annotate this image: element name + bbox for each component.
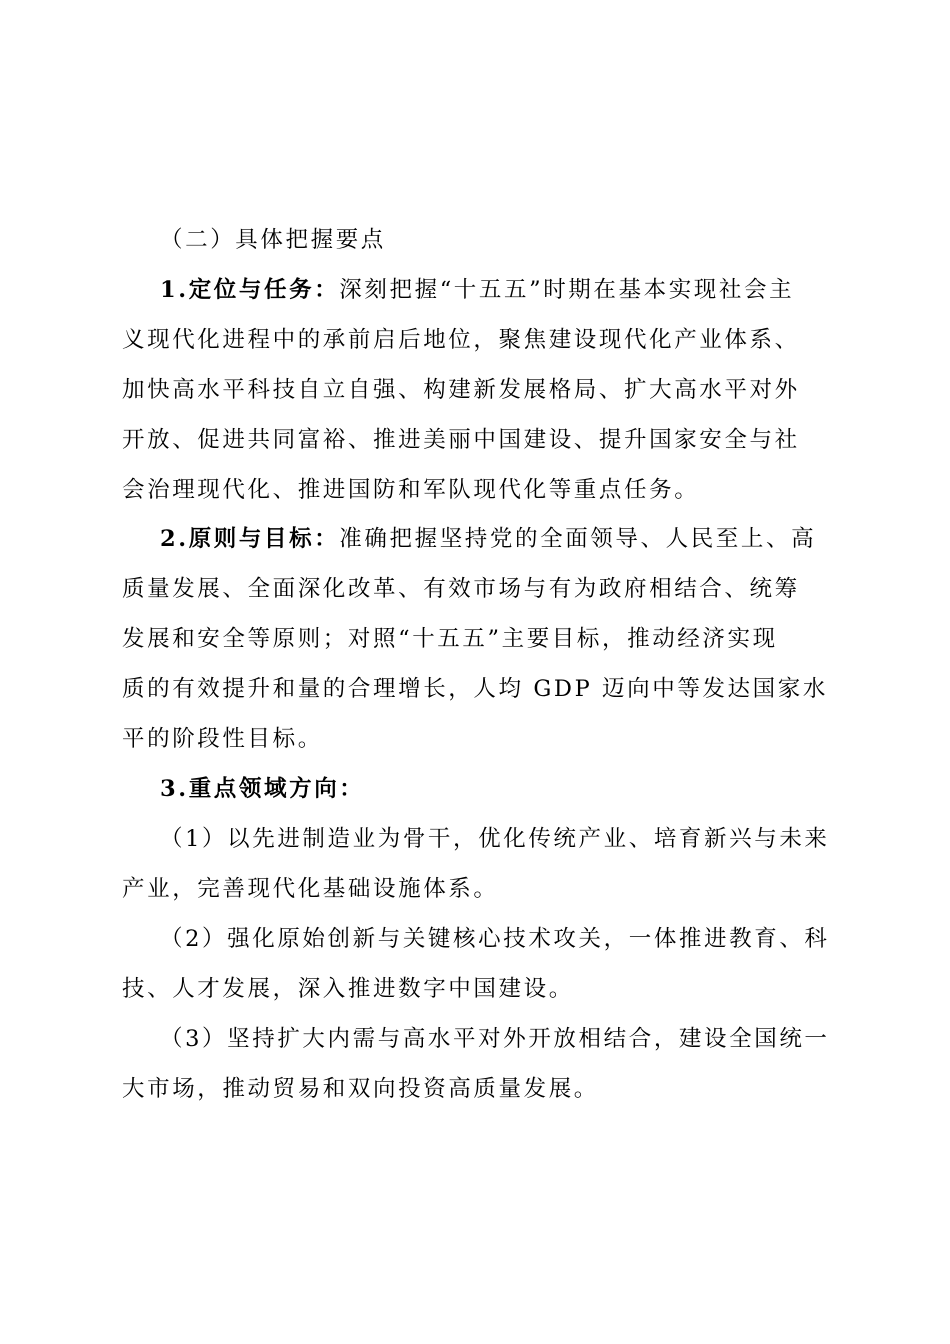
paragraph-line: 发展和安全等原则；对照“十五五”主要目标，推动经济实现 (122, 626, 778, 652)
paragraph-line: 平的阶段性目标。 (122, 726, 323, 752)
paragraph-2-first-line: 2.原则与目标：准确把握坚持党的全面领导、人民至上、高 (160, 526, 817, 552)
paragraph-1-first-line: 1.定位与任务：深刻把握“十五五”时期在基本实现社会主 (160, 277, 795, 303)
section-heading: （二）具体把握要点 (160, 227, 386, 253)
paragraph-line: 加快高水平科技自立自强、构建新发展格局、扩大高水平对外 (122, 377, 800, 403)
paragraph-line: 义现代化进程中的承前启后地位，聚焦建设现代化产业体系、 (122, 327, 800, 353)
item-2-label: 2.原则与目标： (160, 526, 340, 552)
paragraph-line: 质量发展、全面深化改革、有效市场与有为政府相结合、统筹 (122, 576, 800, 602)
subitem-3-line: （3）坚持扩大内需与高水平对外开放相结合，建设全国统一 (160, 1026, 830, 1052)
subitem-2-line: （2）强化原始创新与关键核心技术攻关，一体推进教育、科 (160, 926, 830, 952)
item-3-label: 3.重点领域方向： (160, 776, 365, 802)
subitem-1-line: （1）以先进制造业为骨干，优化传统产业、培育新兴与未来 (160, 826, 830, 852)
subitem-3-line: 大市场，推动贸易和双向投资高质量发展。 (122, 1076, 599, 1102)
paragraph-line: 会治理现代化、推进国防和军队现代化等重点任务。 (122, 477, 700, 503)
paragraph-line: 质的有效提升和量的合理增长，人均 GDP 迈向中等发达国家水 (122, 676, 828, 702)
subitem-1-line: 产业，完善现代化基础设施体系。 (122, 876, 499, 902)
item-1-label: 1.定位与任务： (160, 277, 340, 303)
subitem-2-line: 技、人才发展，深入推进数字中国建设。 (122, 976, 574, 1002)
paragraph-line: 开放、促进共同富裕、推进美丽中国建设、提升国家安全与社 (122, 427, 800, 453)
